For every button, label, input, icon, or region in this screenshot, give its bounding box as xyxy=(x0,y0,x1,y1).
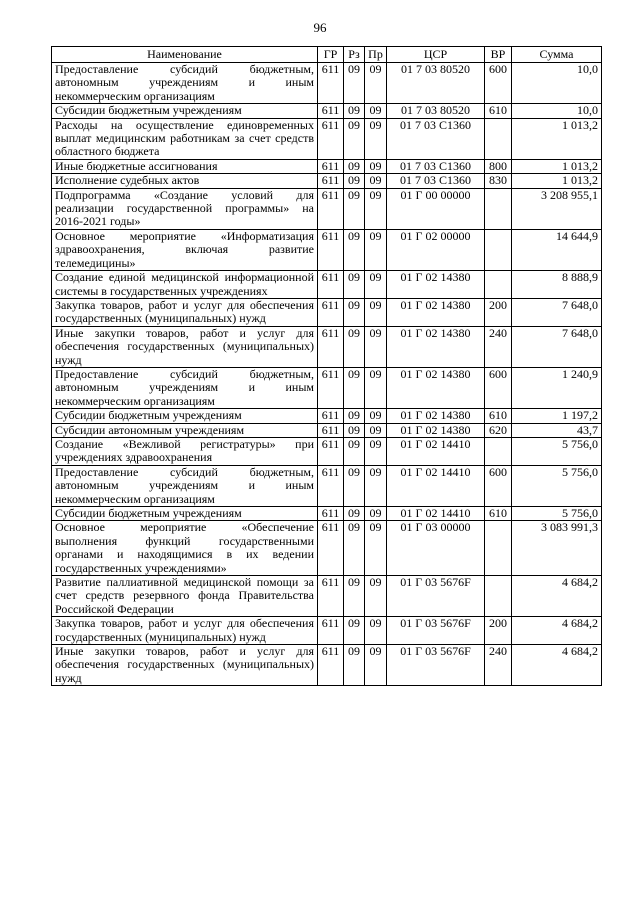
cell-pr: 09 xyxy=(365,326,387,367)
table-row xyxy=(52,326,602,367)
cell-gr: 611 xyxy=(318,104,344,118)
cell-vr: 600 xyxy=(485,465,512,506)
cell-name: Исполнение судебных актов xyxy=(52,174,318,188)
cell-sum: 1 197,2 xyxy=(512,409,602,423)
table-row xyxy=(52,174,602,188)
cell-vr xyxy=(485,576,512,617)
table-row xyxy=(52,521,602,576)
cell-sum: 1 013,2 xyxy=(512,159,602,173)
cell-gr: 611 xyxy=(318,507,344,521)
cell-sum: 8 888,9 xyxy=(512,271,602,299)
cell-sum: 5 756,0 xyxy=(512,465,602,506)
cell-name: Субсидии бюджетным учреждениям xyxy=(52,104,318,118)
cell-csr: 01 Г 02 14410 xyxy=(387,507,485,521)
cell-pr: 09 xyxy=(365,159,387,173)
cell-vr: 830 xyxy=(485,174,512,188)
cell-vr: 240 xyxy=(485,326,512,367)
cell-sum: 1 013,2 xyxy=(512,118,602,159)
table-body xyxy=(52,63,602,686)
cell-pr: 09 xyxy=(365,423,387,437)
cell-name: Расходы на осуществление единовременных выплат медицинским работникам за счет средств областного бюджета xyxy=(52,118,318,159)
cell-rz: 09 xyxy=(344,617,365,645)
cell-pr: 09 xyxy=(365,465,387,506)
cell-pr: 09 xyxy=(365,367,387,408)
table-row xyxy=(52,617,602,645)
cell-gr: 611 xyxy=(318,188,344,229)
cell-name: Закупка товаров, работ и услуг для обеспечения государственных (муниципальных) нужд xyxy=(52,298,318,326)
header-sum: Сумма xyxy=(512,47,602,63)
cell-name: Иные закупки товаров, работ и услуг для обеспечения государственных (муниципальных) нужд xyxy=(52,645,318,686)
cell-vr: 600 xyxy=(485,63,512,104)
cell-sum: 14 644,9 xyxy=(512,229,602,270)
table-row xyxy=(52,271,602,299)
table-row xyxy=(52,576,602,617)
header-vr: ВР xyxy=(485,47,512,63)
cell-rz: 09 xyxy=(344,188,365,229)
page-number: 96 xyxy=(313,20,327,35)
cell-sum: 5 756,0 xyxy=(512,507,602,521)
cell-csr: 01 Г 02 14380 xyxy=(387,326,485,367)
cell-rz: 09 xyxy=(344,298,365,326)
cell-vr xyxy=(485,271,512,299)
cell-csr: 01 Г 03 5676F xyxy=(387,645,485,686)
cell-pr: 09 xyxy=(365,298,387,326)
cell-pr: 09 xyxy=(365,521,387,576)
cell-name: Субсидии бюджетным учреждениям xyxy=(52,507,318,521)
cell-rz: 09 xyxy=(344,645,365,686)
cell-gr: 611 xyxy=(318,465,344,506)
cell-sum: 4 684,2 xyxy=(512,617,602,645)
cell-sum: 5 756,0 xyxy=(512,437,602,465)
header-pr: Пр xyxy=(365,47,387,63)
cell-pr: 09 xyxy=(365,576,387,617)
cell-csr: 01 Г 00 00000 xyxy=(387,188,485,229)
cell-sum: 4 684,2 xyxy=(512,576,602,617)
table-row xyxy=(52,367,602,408)
cell-rz: 09 xyxy=(344,409,365,423)
header-csr: ЦСР xyxy=(387,47,485,63)
header-rz: Рз xyxy=(344,47,365,63)
table-row xyxy=(52,437,602,465)
table-row xyxy=(52,104,602,118)
cell-gr: 611 xyxy=(318,423,344,437)
cell-name: Предоставление субсидий бюджетным, автономным учреждениям и иным некоммерческим организациям xyxy=(52,63,318,104)
cell-csr: 01 Г 03 00000 xyxy=(387,521,485,576)
table-row xyxy=(52,298,602,326)
cell-pr: 09 xyxy=(365,409,387,423)
cell-sum: 3 208 955,1 xyxy=(512,188,602,229)
cell-pr: 09 xyxy=(365,118,387,159)
cell-gr: 611 xyxy=(318,271,344,299)
table-header-row xyxy=(52,47,602,63)
cell-csr: 01 Г 03 5676F xyxy=(387,576,485,617)
cell-name: Предоставление субсидий бюджетным, автономным учреждениям и иным некоммерческим организациям xyxy=(52,367,318,408)
cell-gr: 611 xyxy=(318,437,344,465)
cell-rz: 09 xyxy=(344,118,365,159)
cell-csr: 01 Г 02 14410 xyxy=(387,465,485,506)
cell-pr: 09 xyxy=(365,507,387,521)
cell-pr: 09 xyxy=(365,645,387,686)
cell-name: Развитие паллиативной медицинской помощи за счет средств резервного фонда Правительства Российской Федерации xyxy=(52,576,318,617)
cell-pr: 09 xyxy=(365,271,387,299)
cell-csr: 01 Г 02 14380 xyxy=(387,298,485,326)
cell-vr: 610 xyxy=(485,409,512,423)
cell-pr: 09 xyxy=(365,229,387,270)
cell-rz: 09 xyxy=(344,437,365,465)
cell-csr: 01 7 03 С1360 xyxy=(387,174,485,188)
cell-rz: 09 xyxy=(344,521,365,576)
cell-sum: 43,7 xyxy=(512,423,602,437)
cell-csr: 01 Г 02 14380 xyxy=(387,409,485,423)
table-row xyxy=(52,159,602,173)
cell-vr xyxy=(485,188,512,229)
cell-pr: 09 xyxy=(365,104,387,118)
table-row xyxy=(52,118,602,159)
cell-rz: 09 xyxy=(344,576,365,617)
cell-gr: 611 xyxy=(318,174,344,188)
cell-vr: 800 xyxy=(485,159,512,173)
cell-name: Подпрограмма «Создание условий для реализации государственной программы» на 2016-2021 годы» xyxy=(52,188,318,229)
cell-csr: 01 Г 02 14380 xyxy=(387,367,485,408)
cell-name: Основное мероприятие «Информатизация здравоохранения, включая развитие телемедицины» xyxy=(52,229,318,270)
cell-sum: 4 684,2 xyxy=(512,645,602,686)
cell-sum: 1 240,9 xyxy=(512,367,602,408)
cell-rz: 09 xyxy=(344,465,365,506)
cell-rz: 09 xyxy=(344,507,365,521)
cell-csr: 01 Г 02 00000 xyxy=(387,229,485,270)
cell-rz: 09 xyxy=(344,423,365,437)
cell-vr: 200 xyxy=(485,298,512,326)
table-row xyxy=(52,63,602,104)
cell-gr: 611 xyxy=(318,326,344,367)
cell-rz: 09 xyxy=(344,63,365,104)
table-row xyxy=(52,188,602,229)
cell-vr: 610 xyxy=(485,507,512,521)
table-row xyxy=(52,409,602,423)
cell-rz: 09 xyxy=(344,229,365,270)
table-row xyxy=(52,507,602,521)
cell-gr: 611 xyxy=(318,367,344,408)
cell-sum: 7 648,0 xyxy=(512,326,602,367)
cell-name: Иные закупки товаров, работ и услуг для обеспечения государственных (муниципальных) нужд xyxy=(52,326,318,367)
cell-gr: 611 xyxy=(318,645,344,686)
cell-vr: 610 xyxy=(485,104,512,118)
cell-name: Основное мероприятие «Обеспечение выполнения функций государственными органами и находящимися в их ведении государственных учреждениями» xyxy=(52,521,318,576)
cell-name: Предоставление субсидий бюджетным, автономным учреждениям и иным некоммерческим организациям xyxy=(52,465,318,506)
cell-gr: 611 xyxy=(318,229,344,270)
cell-sum: 10,0 xyxy=(512,104,602,118)
cell-rz: 09 xyxy=(344,326,365,367)
cell-vr: 620 xyxy=(485,423,512,437)
cell-rz: 09 xyxy=(344,367,365,408)
cell-gr: 611 xyxy=(318,617,344,645)
header-name: Наименование xyxy=(52,47,318,63)
cell-name: Субсидии бюджетным учреждениям xyxy=(52,409,318,423)
cell-csr: 01 Г 02 14410 xyxy=(387,437,485,465)
cell-csr: 01 7 03 С1360 xyxy=(387,159,485,173)
cell-pr: 09 xyxy=(365,437,387,465)
cell-name: Создание единой медицинской информационной системы в государственных учреждениях xyxy=(52,271,318,299)
cell-pr: 09 xyxy=(365,617,387,645)
cell-gr: 611 xyxy=(318,409,344,423)
cell-rz: 09 xyxy=(344,271,365,299)
cell-name: Иные бюджетные ассигнования xyxy=(52,159,318,173)
table-row xyxy=(52,465,602,506)
cell-pr: 09 xyxy=(365,188,387,229)
cell-vr: 600 xyxy=(485,367,512,408)
cell-name: Субсидии автономным учреждениям xyxy=(52,423,318,437)
cell-gr: 611 xyxy=(318,159,344,173)
cell-sum: 1 013,2 xyxy=(512,174,602,188)
cell-csr: 01 Г 02 14380 xyxy=(387,423,485,437)
budget-table xyxy=(51,46,602,686)
table-row xyxy=(52,423,602,437)
cell-rz: 09 xyxy=(344,174,365,188)
cell-gr: 611 xyxy=(318,118,344,159)
cell-vr xyxy=(485,437,512,465)
cell-rz: 09 xyxy=(344,159,365,173)
cell-vr xyxy=(485,229,512,270)
cell-gr: 611 xyxy=(318,63,344,104)
cell-csr: 01 7 03 80520 xyxy=(387,104,485,118)
cell-rz: 09 xyxy=(344,104,365,118)
cell-pr: 09 xyxy=(365,174,387,188)
cell-vr xyxy=(485,521,512,576)
cell-pr: 09 xyxy=(365,63,387,104)
cell-gr: 611 xyxy=(318,521,344,576)
cell-csr: 01 Г 03 5676F xyxy=(387,617,485,645)
cell-sum: 7 648,0 xyxy=(512,298,602,326)
cell-sum: 3 083 991,3 xyxy=(512,521,602,576)
table-row xyxy=(52,229,602,270)
cell-name: Закупка товаров, работ и услуг для обеспечения государственных (муниципальных) нужд xyxy=(52,617,318,645)
cell-csr: 01 Г 02 14380 xyxy=(387,271,485,299)
cell-vr: 240 xyxy=(485,645,512,686)
table-row xyxy=(52,645,602,686)
cell-gr: 611 xyxy=(318,298,344,326)
cell-sum: 10,0 xyxy=(512,63,602,104)
cell-csr: 01 7 03 С1360 xyxy=(387,118,485,159)
cell-vr: 200 xyxy=(485,617,512,645)
cell-name: Создание «Вежливой регистратуры» при учреждениях здравоохранения xyxy=(52,437,318,465)
cell-gr: 611 xyxy=(318,576,344,617)
header-gr: ГР xyxy=(318,47,344,63)
cell-vr xyxy=(485,118,512,159)
cell-csr: 01 7 03 80520 xyxy=(387,63,485,104)
